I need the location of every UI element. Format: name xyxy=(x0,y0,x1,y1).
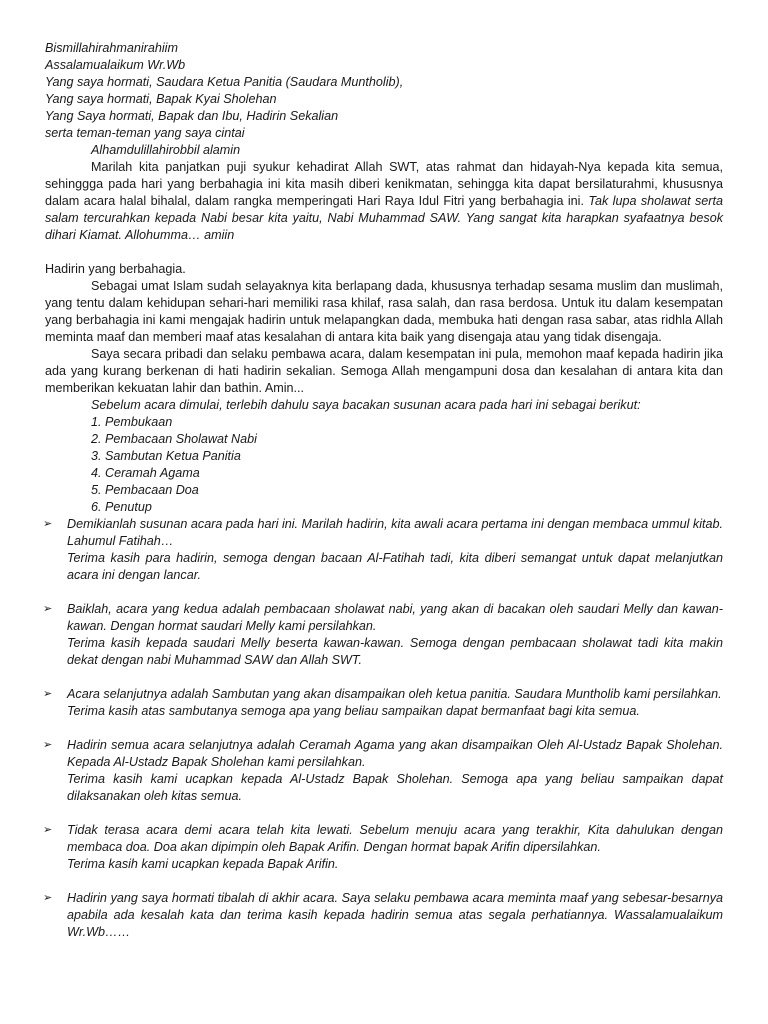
arrow-bullet-icon: ➢ xyxy=(43,688,53,700)
paragraph-opening-italic: Tak lupa sholawat serta salam tercurahkan kepada Nabi besar kita yaitu, Nabi Muhammad SAW. Yang sangat kita harapkan syafaatnya besok dihari Kiamat. Allohumma… amiin xyxy=(45,194,723,242)
bullet-item xyxy=(45,822,723,873)
arrow-bullet-icon: ➢ xyxy=(43,739,53,751)
agenda-item: 6. Penutup xyxy=(91,500,152,514)
bullet-text: Hadirin yang saya hormati tibalah di akhir acara. Saya selaku pembawa acara meminta maaf yang sebesar-besarnya apabila ada kesalah kata dan terima kasih kepada hadirin semua atas segala perhatiannya. Wassalamualaikum Wr.Wb…… xyxy=(67,891,723,939)
opening-line: Yang saya hormati, Bapak Kyai Sholehan xyxy=(45,92,277,106)
document-body xyxy=(45,40,723,958)
opening-line: Yang Saya hormati, Bapak dan Ibu, Hadirin Sekalian xyxy=(45,109,339,123)
bullet-item xyxy=(45,601,723,669)
arrow-bullet-icon: ➢ xyxy=(43,603,53,615)
arrow-bullet-icon: ➢ xyxy=(43,824,53,836)
greeting: Hadirin yang berbahagia. xyxy=(45,262,186,276)
bullet-text: Acara selanjutnya adalah Sambutan yang akan disampaikan oleh ketua panitia. Saudara Muntholib kami persilahkan. xyxy=(67,687,722,701)
agenda-intro: Sebelum acara dimulai, terlebih dahulu saya bacakan susunan acara pada hari ini sebagai berikut: xyxy=(91,398,641,412)
opening-lines xyxy=(45,40,723,159)
agenda-item: 1. Pembukaan xyxy=(91,415,173,429)
bullet-text: Baiklah, acara yang kedua adalah pembacaan sholawat nabi, yang akan di bacakan oleh saudari Melly dan kawan-kawan. Dengan hormat saudari Melly kami persilahkan. xyxy=(67,602,723,633)
opening-line: serta teman-teman yang saya cintai xyxy=(45,126,245,140)
bullet-text: Demikianlah susunan acara pada hari ini. Marilah hadirin, kita awali acara pertama ini dengan membaca ummul kitab. Lahumul Fatihah… xyxy=(67,517,723,548)
bullet-thanks: Terima kasih atas sambutanya semoga apa yang beliau sampaikan dapat bermanfaat bagi kita semua. xyxy=(67,704,640,718)
agenda-item: 2. Pembacaan Sholawat Nabi xyxy=(91,432,257,446)
arrow-bullet-icon: ➢ xyxy=(43,892,53,904)
paragraph-opening-normal: Marilah kita panjatkan puji syukur kehadirat Allah SWT, atas rahmat dan hidayah-Nya kepada kita semua, sehinggga pada hari yang berbahagia ini kita masih diberi kenikmatan, sehingga kita dapat bersilaturahmi, khususnya dalam acara halal bihalal, dalam rangka memperingati Hari Raya Idul Fitri yang berbahagia ini. xyxy=(45,160,723,208)
opening-line: Bismillahirahmanirahiim xyxy=(45,41,178,55)
agenda-item: 5. Pembacaan Doa xyxy=(91,483,199,497)
paragraph-2: Sebagai umat Islam sudah selayaknya kita berlapang dada, khususnya terhadap sesama muslim dan muslimah, yang tentu dalam kehidupan sehari-hari memiliki rasa khilaf, rasa salah, dan rasa berdosa. Untuk itu dalam kesempatan yang berbahagia ini kami mengajak hadirin untuk melapangkan dada, membuka hati dengan rasa sabar, atas ridhla Allah meminta maaf dan memberi maaf atas kesalahan di antara kita baik yang disengaja atau yang tidak disengaja. xyxy=(45,279,723,344)
paragraph-opening xyxy=(45,159,723,244)
opening-line: Yang saya hormati, Saudara Ketua Panitia (Saudara Muntholib), xyxy=(45,75,404,89)
opening-line: Assalamualaikum Wr.Wb xyxy=(45,58,186,72)
arrow-bullet-icon: ➢ xyxy=(43,518,53,530)
bullet-item xyxy=(45,686,723,720)
agenda-item: 4. Ceramah Agama xyxy=(91,466,200,480)
bullet-item xyxy=(45,516,723,584)
bullet-thanks: Terima kasih kami ucapkan kepada Bapak Arifin. xyxy=(67,857,339,871)
bullet-thanks: Terima kasih kami ucapkan kepada Al-Ustadz Bapak Sholehan. Semoga apa yang beliau sampaikan dapat dilaksanakan oleh kitas semua. xyxy=(67,772,723,803)
event-bullets xyxy=(45,516,723,941)
bullet-item xyxy=(45,890,723,941)
bullet-text: Hadirin semua acara selanjutnya adalah Ceramah Agama yang akan disampaikan Oleh Al-Ustadz Bapak Sholehan. Kepada Al-Ustadz Bapak Sholehan kami persilahkan. xyxy=(67,738,723,769)
bullet-thanks: Terima kasih kepada saudari Melly beserta kawan-kawan. Semoga dengan pembacaan sholawat tadi kita makin dekat dengan nabi Muhammad SAW dan Allah SWT. xyxy=(67,636,723,667)
bullet-text: Tidak terasa acara demi acara telah kita lewati. Sebelum menuju acara yang terakhir, Kita dahulukan dengan membaca doa. Doa akan dipimpin oleh Bapak Arifin. Dengan hormat bapak Arifin dipersilahkan. xyxy=(67,823,723,854)
bullet-item xyxy=(45,737,723,805)
agenda-list xyxy=(45,414,723,516)
agenda-item: 3. Sambutan Ketua Panitia xyxy=(91,449,241,463)
paragraph-3: Saya secara pribadi dan selaku pembawa acara, dalam kesempatan ini pula, memohon maaf kepada hadirin jika ada yang kurang berkenan di hati hadirin sekalian. Semoga Allah mengampuni dosa dan kesalahan di antara kita dan memberikan kekuatan lahir dan bathin. Amin... xyxy=(45,347,723,395)
bullet-thanks: Terima kasih para hadirin, semoga dengan bacaan Al-Fatihah tadi, kita diberi semangat untuk dapat melanjutkan acara ini dengan lancar. xyxy=(67,551,723,582)
alhamdulillah-line: Alhamdulillahirobbil alamin xyxy=(91,143,241,157)
